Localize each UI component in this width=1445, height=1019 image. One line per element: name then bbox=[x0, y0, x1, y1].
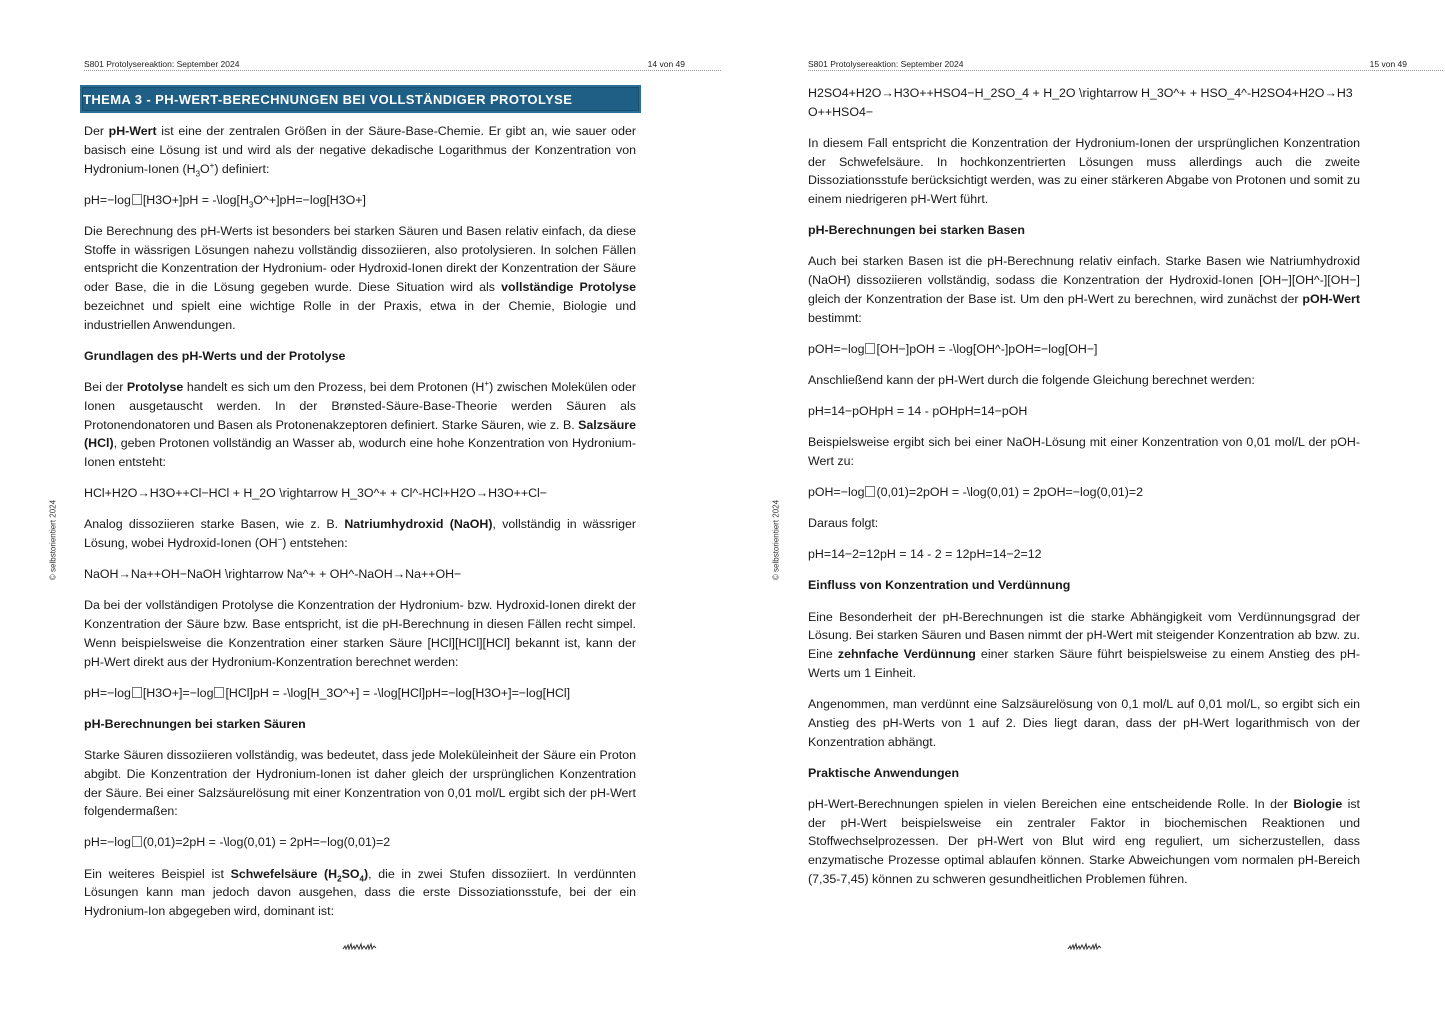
equation: pH=−log (0,01)=2pH = -\log(0,01) = 2pH=−log(0,01)=2 bbox=[84, 835, 391, 850]
page-header bbox=[808, 57, 1443, 71]
paragraph: Analog dissoziieren starke Basen, wie z. B. Natriumhydroxid (NaOH), vollständig in wässriger Lösung, wobei Hydroxid-Ionen (OH−) entstehen: bbox=[84, 517, 637, 551]
equation: H2SO4+H2O→H3O++HSO4−H_2SO_4 + H_2O \rightarrow H_3O^+ + HSO_4^-H2SO4+H2O→H3O++HSO4− bbox=[808, 86, 1353, 119]
section-banner: THEMA 3 - PH-WERT-BERECHNUNGEN BEI VOLLSTÄNDIGER PROTOLYSE bbox=[80, 85, 641, 113]
doc-title: S801 Protolysereaktion: September 2024 bbox=[84, 59, 240, 69]
page-content bbox=[84, 85, 636, 933]
equation: HCl+H2O→H3O++Cl−HCl + H_2O \rightarrow H_3O^+ + Cl^-HCl+H2O→H3O++Cl− bbox=[84, 486, 548, 501]
paragraph: Anschließend kann der pH-Wert durch die folgende Gleichung berechnet werden: bbox=[808, 373, 1255, 388]
equation: pH=14−2=12pH = 14 - 2 = 12pH=14−2=12 bbox=[808, 547, 1042, 562]
paragraph: Starke Säuren dissoziieren vollständig, was bedeutet, dass jede Moleküleinheit der Säure ein Proton abgibt. Die Konzentration der Hydronium-Ionen ist daher gleich der ursprünglichen Konzentration der Säure. Bei einer Salzsäurelösung mit einer Konzentration von 0,01 mol/L ergibt sich der pH-Wert folgendermaßen: bbox=[84, 747, 636, 819]
subheading: Grundlagen des pH-Werts und der Protolyse bbox=[84, 348, 346, 363]
subheading: Praktische Anwendungen bbox=[808, 765, 960, 780]
missing-glyph-icon bbox=[132, 194, 142, 205]
missing-glyph-icon bbox=[132, 687, 142, 698]
paragraph: Bei der Protolyse handelt es sich um den Prozess, bei dem Protonen (H+) zwischen Molekülen oder Ionen ausgetauscht werden. In der Brønsted-Säure-Base-Theorie werden Säuren als Protonendonatoren und Basen als Protonenakzeptoren definiert. Starke Säuren, wie z. B. Salzsäure (HCl), geben Protonen vollständig an Wasser ab, wodurch eine hohe Konzentration von Hydronium-Ionen entsteht: bbox=[84, 378, 636, 470]
equation: pH=−log [H3O+]=−log [HCl]pH = -\log[H_3O^+] = -\log[HCl]pH=−log[H3O+]=−log[HCl] bbox=[84, 685, 571, 700]
page-number: 14 von 49 bbox=[647, 59, 685, 69]
paragraph: Die Berechnung des pH-Werts ist besonders bei starken Säuren und Basen relativ einfach, da diese Stoffe in wässrigen Lösungen nahezu vollständig dissoziieren, also protolysieren. In solchen Fällen entspricht die Konzentration der Hydronium- oder Hydroxid-Ionen direkt der Konzentration der Säure oder Base, die in die Lösung gegeben wurde. Diese Situation wird als vollständige Protolyse bezeichnet und spielt eine wichtige Rolle in der Praxis, etwa in der Chemie, Biologie und industriellen Anwendungen. bbox=[84, 223, 636, 332]
missing-glyph-icon bbox=[865, 343, 875, 354]
signature-logo-icon bbox=[1067, 942, 1103, 952]
missing-glyph-icon bbox=[865, 486, 875, 497]
paragraph: Angenommen, man verdünnt eine Salzsäurelösung von 0,1 mol/L auf 0,01 mol/L, so ergibt sich ein Anstieg des pH-Werts von 1 auf 2. Dies liegt daran, dass der pH-Wert logarithmisch von der Konzentration abhängt. bbox=[808, 696, 1360, 749]
signature-logo-icon bbox=[342, 942, 378, 952]
equation: pH=−log $[H3O+]pH = -\backslash\log[H_3O\^{}+]pH=-\log[H3O+]$ bbox=[84, 192, 366, 210]
side-copyright bbox=[770, 480, 782, 600]
paragraph: pH-Wert-Berechnungen spielen in vielen Bereichen eine entscheidende Rolle. In der Biologie ist der pH-Wert beispielsweise ein zentraler Faktor in biochemischen Reaktionen und Stoffwechselprozessen. Der pH-Wert von Blut wird eng reguliert, um sicherzustellen, dass enzymatische Prozesse optimal ablaufen können. Starke Abweichungen vom normalen pH-Bereich (7,35-7,45) können zu schweren gesundheitlichen Problemen führen. bbox=[808, 796, 1360, 886]
page-14 bbox=[0, 0, 722, 1019]
doc-title: S801 Protolysereaktion: September 2024 bbox=[808, 59, 964, 69]
page-15 bbox=[722, 0, 1445, 1019]
paragraph: Eine Besonderheit der pH-Berechnungen ist die starke Abhängigkeit vom Verdünnungsgrad der Lösung. Bei starken Säuren und Basen nimmt der pH-Wert mit steigender Konzentration ab bzw. zu. Eine zehnfache Verdünnung einer starken Säure führt beispielsweise zu einem Anstieg des pH-Werts um 1 Einheit. bbox=[808, 609, 1361, 680]
paragraph: Daraus folgt: bbox=[808, 516, 879, 531]
copyright-text: © selbstorientiert 2024 bbox=[48, 499, 58, 581]
subheading: pH-Berechnungen bei starken Basen bbox=[808, 223, 1025, 238]
paragraph: Beispielsweise ergibt sich bei einer NaOH-Lösung mit einer Konzentration von 0,01 mol/L der pOH-Wert zu: bbox=[808, 435, 1360, 469]
paragraph: Ein weiteres Beispiel ist Schwefelsäure $(H_2SO_4)$, die in zwei Stufen dissoziiert. In verdünnten Lösungen kann man jedoch davon ausgehen, dass die erste Dissoziationsstufe, bei der ein Hydronium-Ion abgegeben wird, dominant ist: bbox=[84, 866, 636, 919]
paragraph: Auch bei starken Basen ist die pH-Berechnung relativ einfach. Starke Basen wie Natriumhydroxid (NaOH) dissoziieren vollständig, sodass die Konzentration der Hydroxid-Ionen [OH−][OH^-][OH−] gleich der Konzentration der Base ist. Um den pH-Wert zu berechnen, wird zunächst der pOH-Wert bestimmt: bbox=[808, 254, 1360, 325]
page-content bbox=[808, 84, 1360, 901]
equation: pOH=−log [OH−]pOH = -\log[OH^-]pOH=−log[OH−] bbox=[808, 341, 1098, 356]
side-copyright bbox=[47, 480, 59, 600]
missing-glyph-icon bbox=[214, 687, 224, 698]
paragraph: Da bei der vollständigen Protolyse die Konzentration der Hydronium- bzw. Hydroxid-Ionen direkt der Konzentration der Säure bzw. Base entspricht, ist die pH-Berechnung in diesen Fällen recht simpel. Wenn beispielsweise die Konzentration einer starken Säure [HCl][HCl][HCl] bekannt ist, kann der pH-Wert direkt aus der Hydronium-Konzentration berechnet werden: bbox=[84, 598, 636, 669]
page-header bbox=[84, 57, 721, 71]
equation: NaOH→Na++OH−NaOH \rightarrow Na^+ + OH^-NaOH→Na++OH− bbox=[84, 567, 462, 582]
page-number: 15 von 49 bbox=[1369, 59, 1407, 69]
subheading: pH-Berechnungen bei starken Säuren bbox=[84, 716, 306, 731]
equation: pH=14−pOHpH = 14 - pOHpH=14−pOH bbox=[808, 404, 1028, 419]
paragraph: Der pH-Wert ist eine der zentralen Größen in der Säure-Base-Chemie. Er gibt an, wie sauer oder basisch eine Lösung ist und wird als der negative dekadische Logarithmus der Konzentration von Hydronium-Ionen $(H_3O^+)$ definiert: bbox=[84, 124, 636, 179]
paragraph: In diesem Fall entspricht die Konzentration der Hydronium-Ionen der ursprünglichen Konzentration der Schwefelsäure. In hochkonzentrierten Lösungen muss allerdings auch die zweite Dissoziationsstufe berücksichtigt werden, was zu einer stärkeren Abgabe von Protonen und somit zu einem niedrigeren pH-Wert führt. bbox=[808, 135, 1360, 207]
missing-glyph-icon bbox=[132, 836, 142, 847]
equation: pOH=−log (0,01)=2pOH = -\log(0,01) = 2pOH=−log(0,01)=2 bbox=[808, 485, 1144, 500]
subheading: Einfluss von Konzentration und Verdünnung bbox=[808, 578, 1071, 593]
copyright-text: © selbstorientiert 2024 bbox=[771, 499, 781, 581]
